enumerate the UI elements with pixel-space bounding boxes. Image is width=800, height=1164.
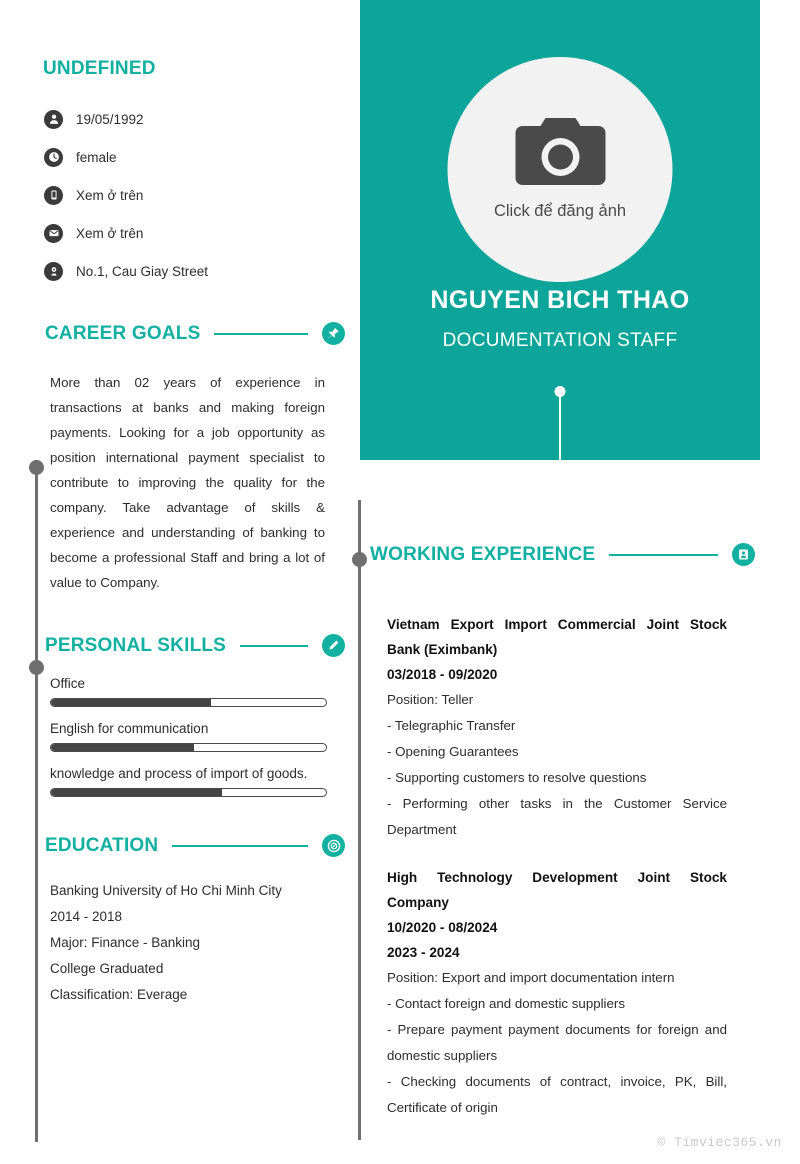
- job-date: 03/2018 - 09/2020: [387, 667, 498, 682]
- envelope-icon: [44, 224, 63, 243]
- compass-icon: [322, 834, 345, 857]
- job-detail-line: - Supporting customers to resolve questions: [387, 770, 647, 785]
- working-experience-title: WORKING EXPERIENCE: [370, 543, 596, 565]
- skill-item: [50, 766, 327, 797]
- contact-item-phone: [44, 176, 344, 214]
- job-date-secondary: 2023 - 2024: [387, 945, 460, 960]
- skill-progress-fill: [51, 699, 211, 706]
- job-detail-line: - Prepare payment payment documents for foreign and domestic suppliers: [387, 1022, 727, 1063]
- education-line: 2014 - 2018: [50, 909, 123, 924]
- job-detail-line: Position: Teller: [387, 692, 474, 707]
- job-detail-line: - Checking documents of contract, invoice, PK, Bill, Certificate of origin: [387, 1074, 727, 1115]
- career-goals-text: More than 02 years of experience in transactions at banks and making foreign payments. Looking for a job opportunity as position international payment specialist to contribute to improving the quality for the company. Take advantage of skills & experience and understanding of banking to become a professional Staff and bring a lot of value to Company.: [50, 375, 325, 590]
- skill-label: knowledge and process of import of goods.: [50, 766, 308, 781]
- skill-item: [50, 721, 327, 752]
- job-detail-line: - Opening Guarantees: [387, 744, 519, 759]
- contact-item-text: No.1, Cau Giay Street: [76, 263, 209, 279]
- mobile-phone-icon: [44, 186, 63, 205]
- hero-banner: [360, 0, 760, 460]
- education-line: Banking University of Ho Chi Minh City: [50, 883, 282, 898]
- person-icon: [44, 110, 63, 129]
- personal-skills-title: PERSONAL SKILLS: [45, 634, 227, 656]
- footer-watermark: © Timviec365.vn: [657, 1135, 782, 1150]
- pushpin-icon: [322, 322, 345, 345]
- pencil-icon: [322, 634, 345, 657]
- personal-skills-list: [50, 676, 327, 811]
- rail-dot-education: [29, 660, 44, 675]
- skill-progress-bar: [50, 698, 327, 707]
- job-entry: [387, 865, 727, 1121]
- photo-upload-placeholder[interactable]: [448, 57, 673, 282]
- candidate-role: DOCUMENTATION STAFF: [442, 330, 678, 351]
- skill-label: Office: [50, 676, 86, 691]
- job-detail-line: - Performing other tasks in the Customer Service Department: [387, 796, 727, 837]
- contact-item-email: [44, 214, 344, 252]
- job-company: Vietnam Export Import Commercial Joint Stock Bank (Eximbank): [387, 617, 727, 657]
- left-timeline-rail: [35, 460, 38, 1142]
- header-divider-line: [609, 554, 718, 556]
- personal-skills-header: [45, 634, 345, 657]
- contact-item-text: female: [76, 149, 117, 165]
- photo-upload-caption: Click để đăng ảnh: [493, 202, 627, 220]
- education-title: EDUCATION: [45, 834, 159, 856]
- skill-progress-fill: [51, 789, 222, 796]
- working-experience-header: [370, 543, 755, 566]
- contact-item-birthdate: [44, 100, 344, 138]
- skill-progress-fill: [51, 744, 194, 751]
- contact-item-text: Xem ở trên: [76, 187, 144, 203]
- education-line: Major: Finance - Banking: [50, 935, 201, 950]
- candidate-name: NGUYEN BICH THAO: [430, 286, 690, 314]
- camera-icon: [512, 112, 608, 195]
- skill-progress-bar: [50, 743, 327, 752]
- job-detail-line: - Telegraphic Transfer: [387, 718, 516, 733]
- rail-dot-skills: [29, 460, 44, 475]
- contact-item-address: [44, 252, 344, 290]
- working-experience-list: [387, 612, 727, 1143]
- timeline-start-stem: [559, 395, 561, 460]
- skill-progress-bar: [50, 788, 327, 797]
- skill-label: English for communication: [50, 721, 209, 736]
- location-pin-icon: [44, 262, 63, 281]
- education-header: [45, 834, 345, 857]
- right-timeline-rail: [358, 500, 361, 1140]
- job-entry: [387, 612, 727, 843]
- clock-icon: [44, 148, 63, 167]
- id-badge-icon: [732, 543, 755, 566]
- header-divider-line: [172, 845, 308, 847]
- education-line: College Graduated: [50, 961, 164, 976]
- skill-item: [50, 676, 327, 707]
- job-date: 10/2020 - 08/2024: [387, 920, 498, 935]
- job-detail-line: - Contact foreign and domestic suppliers: [387, 996, 625, 1011]
- contact-item-gender: [44, 138, 344, 176]
- header-divider-line: [214, 333, 308, 335]
- contact-item-text: 19/05/1992: [76, 111, 144, 127]
- career-goals-title: CAREER GOALS: [45, 322, 201, 344]
- contact-list: [44, 100, 344, 290]
- career-goals-header: [45, 322, 345, 345]
- contact-item-text: Xem ở trên: [76, 225, 144, 241]
- left-column: [0, 0, 350, 1164]
- education-list: [50, 878, 340, 1008]
- job-detail-line: Position: Export and import documentation intern: [387, 970, 675, 985]
- job-company: High Technology Development Joint Stock Company: [387, 870, 727, 910]
- header-divider-line: [240, 645, 308, 647]
- contact-section-title: UNDEFINED: [43, 58, 156, 79]
- rail-dot-working-experience: [352, 552, 367, 567]
- education-line: Classification: Everage: [50, 987, 188, 1002]
